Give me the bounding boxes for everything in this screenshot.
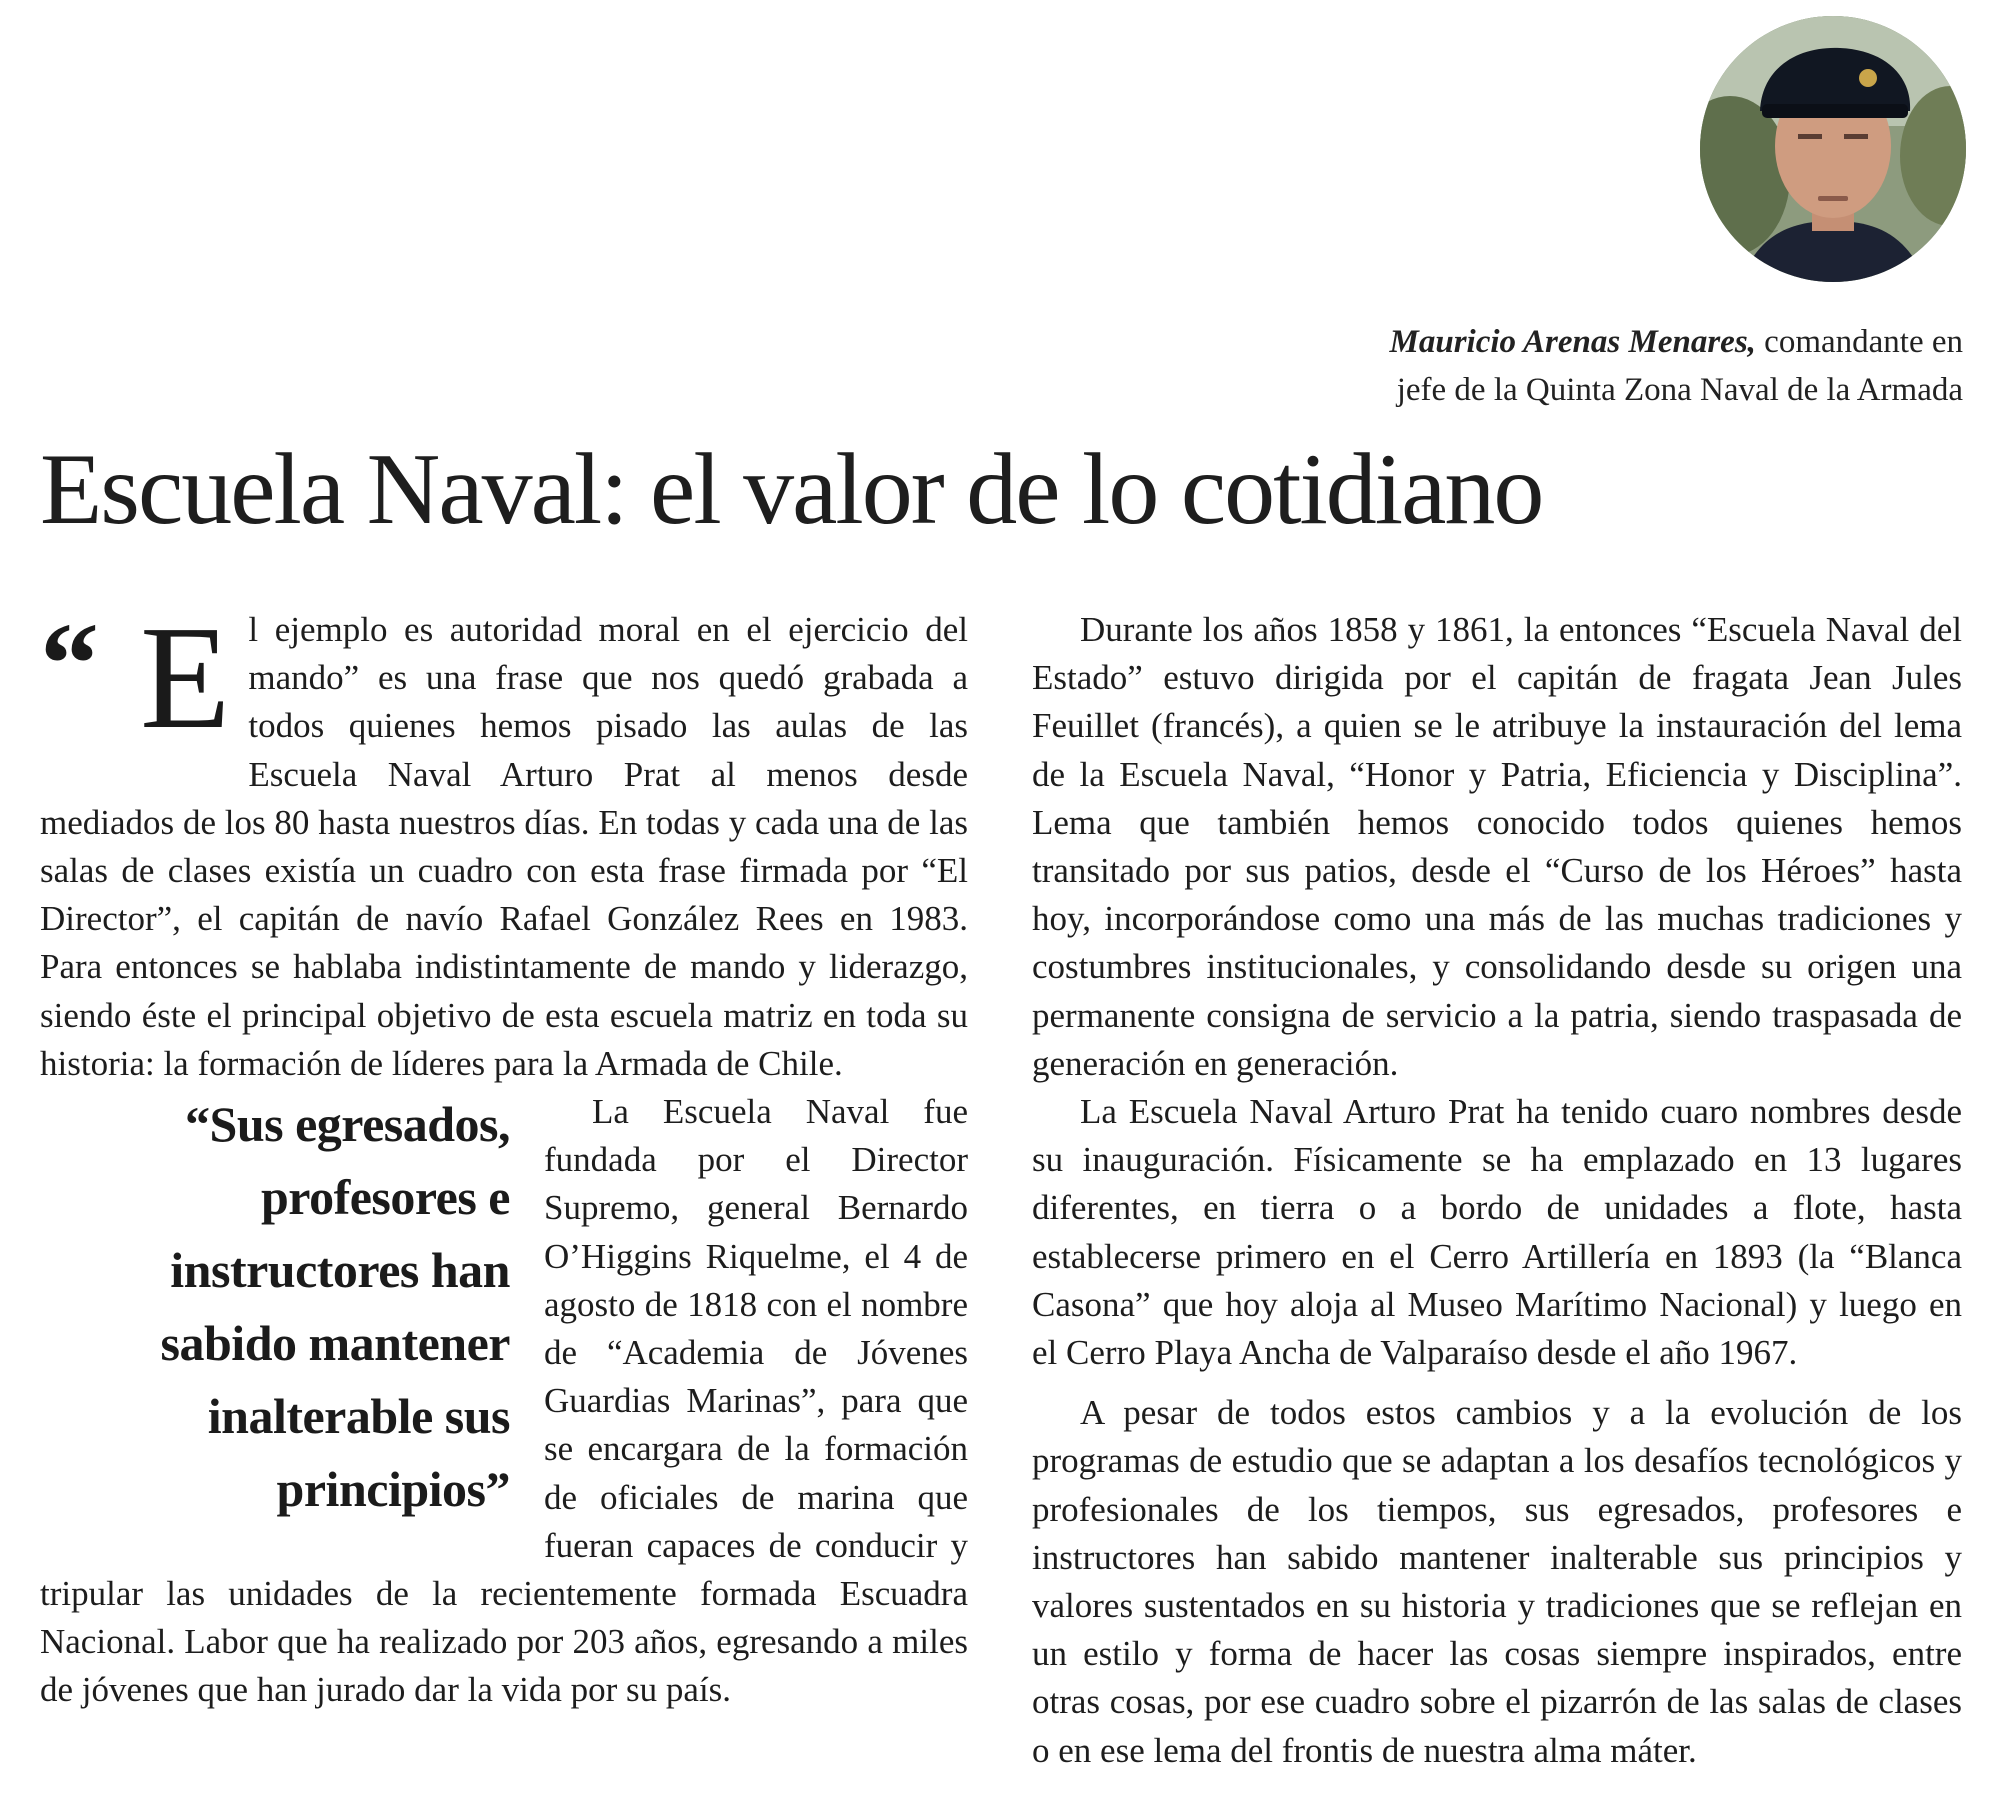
pull-quote: “Sus egresados, profesores e instructores han sabido mantener inalterable sus principios” xyxy=(160,1096,510,1518)
article-column-right xyxy=(1032,606,1962,1775)
author-byline xyxy=(1063,318,1963,414)
paragraph-1 xyxy=(40,596,968,1088)
paragraph-2: La Escuela Naval fue fundada por el Director Supremo, general Bernardo O’Higgins Riquelme, el 4 de agosto de 1818 con el nombre de “Academia de Jóvenes Guardias Marinas”, para que se encargara de la formación de oficiales de marina que fueran capaces de conducir y tripular las unidades de la recientemente formada Escuadra Nacional. Labor que ha realizado por 203 años, egresando a miles de jóvenes que han jurado dar la vida por su país. xyxy=(40,1092,968,1710)
opening-quote-mark: “ xyxy=(40,598,99,729)
drop-cap: E xyxy=(140,596,231,760)
author-role-line1: comandante en xyxy=(1755,324,1963,360)
paragraph-5: A pesar de todos estos cambios y a la evolución de los programas de estudio que se adaptan a los desafíos tecnológicos y profesionales de los tiempos, sus egresados, profesores e instructores han sabido mantener inalterable sus principios y valores sustentados en su historia y tradiciones que se reflejan en un estilo y forma de hacer las cosas siempre inspirados, entre otras cosas, por ese cuadro sobre el pizarrón de las salas de clases o en ese lema del frontis de nuestra alma máter. xyxy=(1032,1393,1962,1770)
paragraph-1-text: l ejemplo es autoridad moral en el ejercicio del mando” es una frase que nos quedó grabada a todos quienes hemos pisado las aulas de las Escuela Naval Arturo Prat al menos desde mediados de los 80 hasta nuestros días. En todas y cada una de las salas de clases existía un cuadro con esta frase firmada por “El Director”, el capitán de navío Rafael González Rees en 1983. Para entonces se hablaba indistintamente de mando y liderazgo, siendo éste el principal objetivo de esta escuela matriz en toda su historia: la formación de líderes para la Armada de Chile. xyxy=(40,610,968,1083)
paragraph-4: La Escuela Naval Arturo Prat ha tenido cuaro nombres desde su inauguración. Físicamente se ha emplazado en 13 lugares diferentes, en tierra o a bordo de unidades a flote, hasta establecerse primero en el Cerro Artillería en 1893 (la “Blanca Casona” que hoy aloja al Museo Marítimo Nacional) y luego en el Cerro Playa Ancha de Valparaíso desde el año 1967. xyxy=(1032,1092,1962,1373)
paragraph-3: Durante los años 1858 y 1861, la entonces “Escuela Naval del Estado” estuvo dirigida por el capitán de fragata Jean Jules Feuillet (francés), a quien se le atribuye la instauración del lema de la Escuela Naval, “Honor y Patria, Eficiencia y Disciplina”. Lema que también hemos conocido todos quienes hemos transitado por sus patios, desde el “Curso de los Héroes” hasta hoy, incorporándose como una más de las muchas tradiciones y costumbres institucionales, y consolidando desde su origen una permanente consigna de servicio a la patria, siendo traspasada de generación en generación. xyxy=(1032,610,1962,1083)
author-portrait xyxy=(1700,16,1966,282)
author-name: Mauricio Arenas Menares, xyxy=(1389,324,1756,360)
article-column-left xyxy=(40,596,968,1715)
article-title: Escuela Naval: el valor de lo cotidiano xyxy=(40,433,1543,546)
portrait-photo-icon xyxy=(1700,16,1966,282)
author-role-line2: jefe de la Quinta Zona Naval de la Armada xyxy=(1396,372,1963,408)
